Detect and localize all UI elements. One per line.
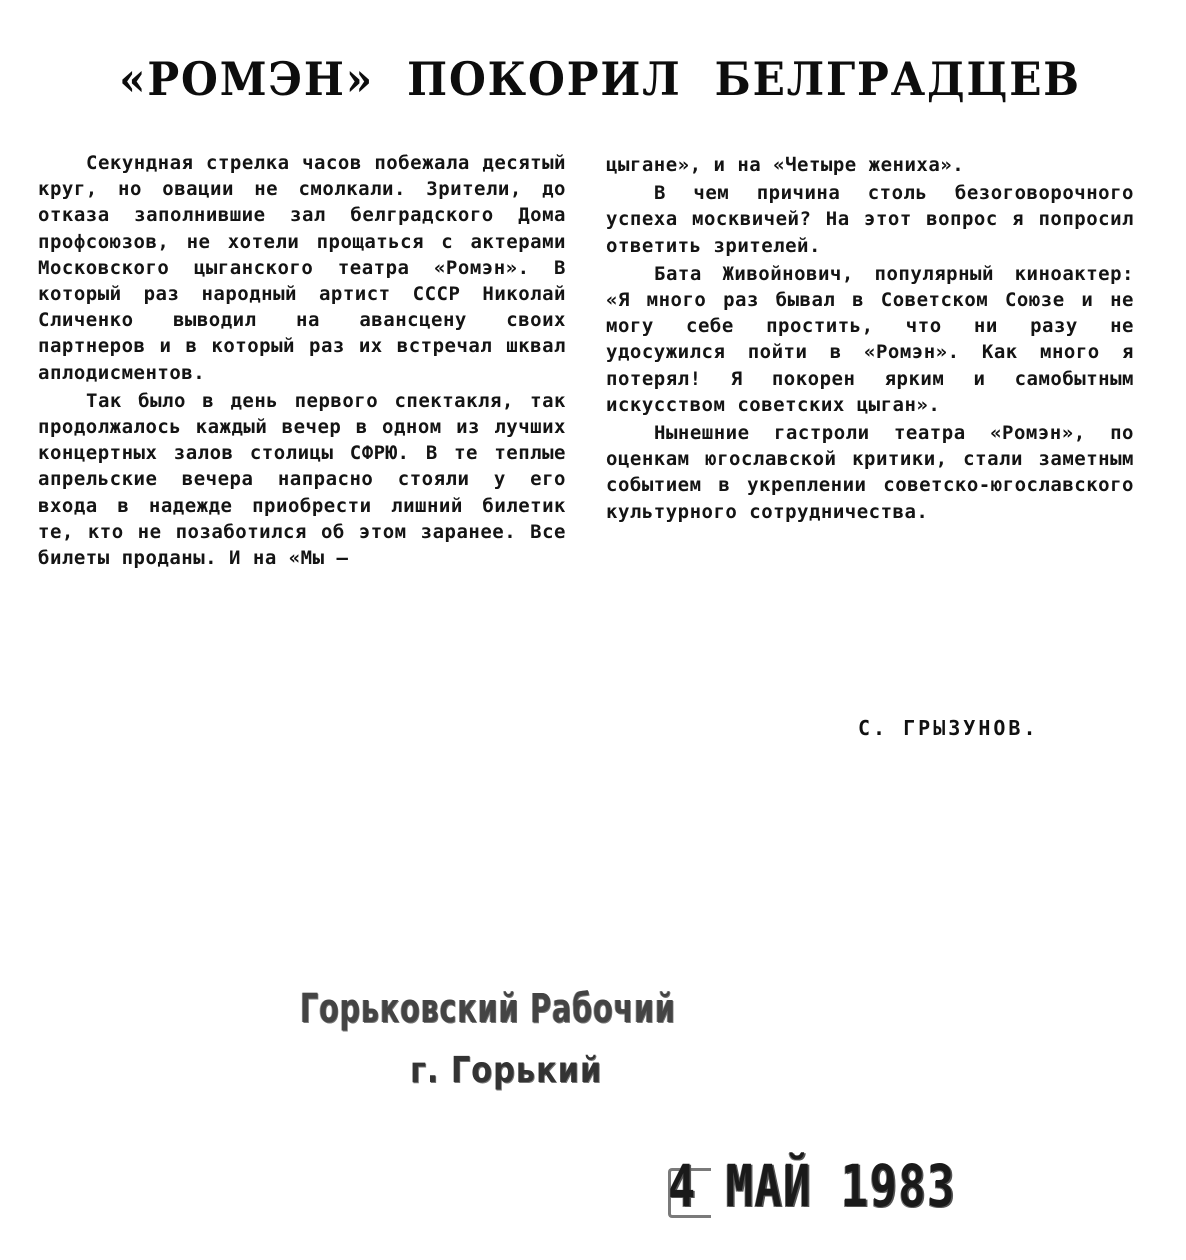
date-stamp: 4 МАЙ 1983	[668, 1152, 956, 1220]
article-paragraph: В чем причина столь безоговорочного успеха москвичей? На этот вопрос я попросил ответить зрителей.	[606, 182, 1134, 257]
city-stamp: г. Горький	[410, 1050, 603, 1091]
author-signature: С. ГРЫЗУНОВ.	[858, 716, 1039, 740]
article-right-column	[606, 152, 1134, 525]
article-paragraph: Так было в день первого спектакля, так продолжалось каждый вечер в одном из лучших концертных залов столицы СФРЮ. В те теплые апрельские вечера напрасно стояли у его входа в надежде приобрести лишний билетик те, кто не позаботился об этом заранее. Все билеты проданы. И на «Мы —	[38, 389, 566, 570]
newspaper-name-stamp: Горьковский Рабочий	[300, 986, 676, 1032]
article-paragraph: Бата Живойнович, популярный киноактер: «Я много раз бывал в Советском Союзе и не могу себе простить, что ни разу не удосужился пойти в «Ромэн». Как много я потерял! Я покорен ярким и самобытным искусством советских цыган».	[606, 262, 1134, 416]
article-left-column	[38, 150, 566, 571]
article-paragraph: цыгане», и на «Четыре жениха».	[606, 154, 965, 176]
article-paragraph: Нынешние гастроли театра «Ромэн», по оценкам югославской критики, стали заметным событием в укреплении советско-югославского культурного сотрудничества.	[606, 422, 1134, 523]
article-headline: «РОМЭН» ПОКОРИЛ БЕЛГРАДЦЕВ	[119, 52, 1081, 106]
article-paragraph: Секундная стрелка часов побежала десятый круг, но овации не смолкали. Зрители, до отказа заполнившие зал белградского Дома профсоюзов, не хотели прощаться с актерами Московского цыганского театра «Ромэн». В который раз народный артист СССР Николай Сличенко выводил на авансцену своих партнеров и в который раз их встречал шквал аплодисментов.	[38, 152, 566, 384]
